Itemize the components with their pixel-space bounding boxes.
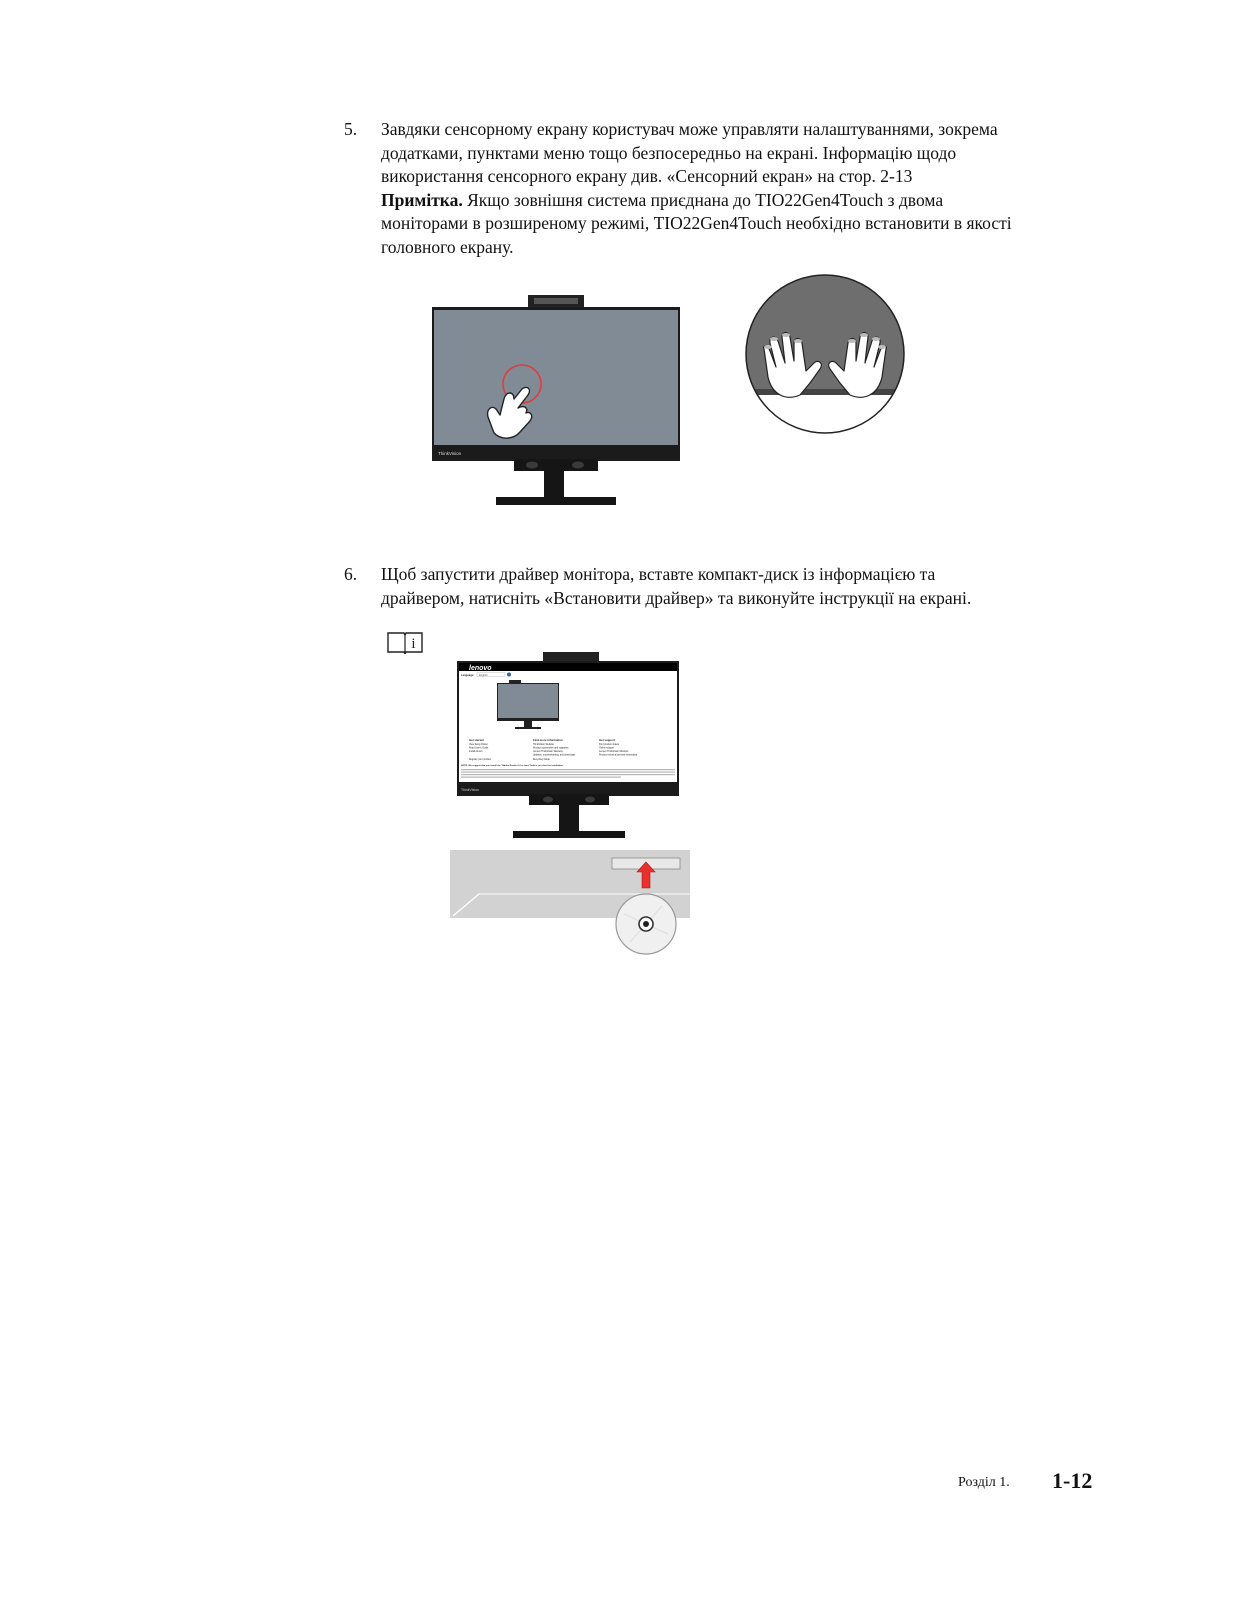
monitor-logo: ThinkVision <box>438 451 462 456</box>
col1-title: Get started <box>469 738 484 742</box>
note-line: моніторами в розширеному режимі, TIO22Gen4Touch необхідно встановити в якості <box>381 213 1012 233</box>
col3-item[interactable]: Online support <box>599 747 614 750</box>
note-line <box>381 189 1104 213</box>
col2-item[interactable]: Product accessories and upgrades <box>533 747 569 750</box>
col2-item[interactable]: Updates, troubleshooting, and downloads <box>533 754 576 757</box>
svg-text:i: i <box>411 636 416 652</box>
list-item-5 <box>344 118 1104 258</box>
note-line: головного екрану. <box>381 236 514 257</box>
page-footer <box>958 1468 1108 1498</box>
monitor-logo: ThinkVision <box>461 788 480 792</box>
col2-item[interactable]: Recycling Guide <box>533 759 550 761</box>
col3-title: Get support <box>599 738 615 742</box>
col1-item[interactable]: View Setup Poster <box>469 744 488 746</box>
col2-title: Find more information <box>533 738 563 742</box>
installer-brand: lenovo <box>469 665 492 672</box>
text-line: використання сенсорного екрану див. «Сенсорний екран» на стор. 2-13 <box>381 166 913 186</box>
item-text <box>381 563 1104 610</box>
chapter-label: Розділ 1. <box>958 1475 1010 1490</box>
language-label: Language: <box>461 674 475 677</box>
text-line: додатками, пунктами меню тощо безпосередньо на екрані. Інформацію щодо <box>381 142 957 163</box>
text-line: драйвером, натисніть «Встановити драйвер» та виконуйте інструкції на екрані. <box>381 587 972 608</box>
monitor-cd-illustration <box>445 652 695 960</box>
language-value: English <box>479 674 488 677</box>
monitor-touch-illustration <box>430 295 682 513</box>
col1-item[interactable]: Register your product <box>469 759 491 761</box>
book-info-icon <box>386 630 424 654</box>
col2-item[interactable]: ThinkVision Website <box>533 744 554 746</box>
list-item-6 <box>344 563 1104 613</box>
item-number: 5. <box>344 119 358 139</box>
two-hands-touch-illustration <box>744 273 906 435</box>
col1-item[interactable]: Install drivers <box>469 751 483 753</box>
col1-item[interactable]: Read User's Guide <box>469 747 489 750</box>
item-number: 6. <box>344 564 358 584</box>
text-line: Щоб запустити драйвер монітора, вставте компакт-диск із інформацією та <box>381 564 936 584</box>
note-text: Якщо зовнішня система приєднана до TIO22Gen4Touch з двома <box>467 189 944 210</box>
note-label: Примітка. <box>381 189 463 210</box>
col3-item[interactable]: Find product videos <box>599 744 620 746</box>
col3-item[interactable]: Lenovo ThinkVision Monitors <box>599 751 629 753</box>
item-text <box>381 118 1104 259</box>
col2-item[interactable]: Lenovo ThinkVision Warranty <box>533 751 563 753</box>
col3-item[interactable]: Product technical preview information <box>599 754 638 757</box>
installer-note: NOTE: We suggest that you install the "Adobe Reader 6.0 or later" before you start the installation. <box>461 765 564 767</box>
text-line: Завдяки сенсорному екрану користувач може управляти налаштуваннями, зокрема <box>381 119 998 139</box>
page-number: 1-12 <box>1052 1468 1093 1493</box>
